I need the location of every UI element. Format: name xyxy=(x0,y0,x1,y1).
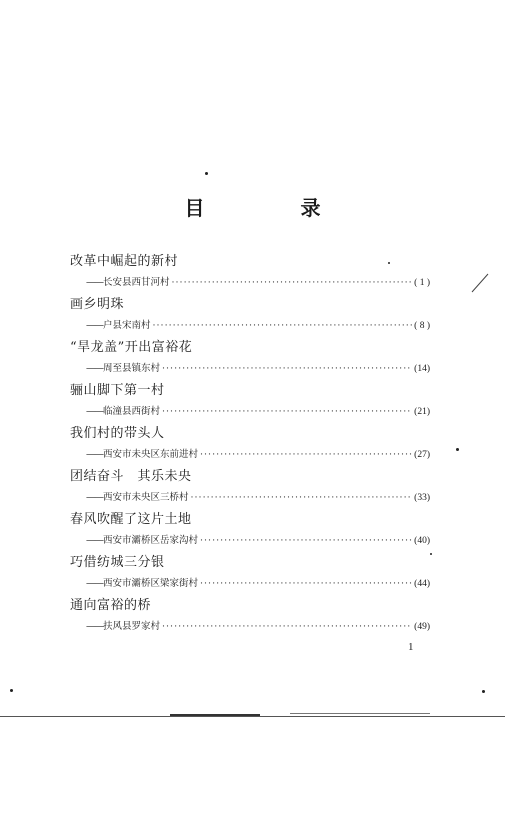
toc-entry-subtitle: 临潼县西街村 xyxy=(103,406,161,417)
toc-page-number: (49) xyxy=(414,622,430,632)
em-dash: —— xyxy=(86,535,103,546)
toc-entry-subtitle: 长安县西甘河村 xyxy=(103,277,170,288)
toc-page-number: (14) xyxy=(414,364,430,374)
toc-entry-subtitle-line xyxy=(86,618,430,632)
toc-entry-subtitle: 户县宋南村 xyxy=(103,320,151,331)
toc-entry-subtitle-line xyxy=(86,317,430,331)
page-number: 1 xyxy=(408,641,414,653)
toc-entry-title: 改革中崛起的新村 xyxy=(70,254,179,269)
dot-leader xyxy=(200,449,412,460)
toc-entry[interactable] xyxy=(70,461,430,504)
toc-page-number: ( 8 ) xyxy=(414,321,430,331)
toc-entry-subtitle-line xyxy=(86,274,430,288)
toc-entry-title: 团结奋斗 其乐未央 xyxy=(70,469,192,484)
toc-entry-title: 春风吹醒了这片土地 xyxy=(70,512,192,527)
speck xyxy=(205,172,208,175)
toc-entry-subtitle-line xyxy=(86,403,430,417)
em-dash: —— xyxy=(86,277,103,288)
toc-entry-subtitle-line xyxy=(86,489,430,503)
em-dash: —— xyxy=(86,578,103,589)
dot-leader xyxy=(191,492,413,503)
em-dash: —— xyxy=(86,492,103,503)
toc-entry-subtitle: 西安市未央区东前进村 xyxy=(103,449,199,460)
toc-page-number: ( 1 ) xyxy=(414,278,430,288)
toc-entry[interactable] xyxy=(70,375,430,418)
table-of-contents xyxy=(70,246,430,633)
dot-leader xyxy=(200,535,412,546)
dot-leader xyxy=(162,363,412,374)
toc-entry-subtitle-line xyxy=(86,575,430,589)
toc-entry-subtitle-line xyxy=(86,360,430,374)
scan-edge-line xyxy=(0,716,505,717)
toc-entry[interactable] xyxy=(70,504,430,547)
toc-entry-title: 通向富裕的桥 xyxy=(70,598,152,613)
toc-entry-title: 画乡明珠 xyxy=(70,297,125,312)
toc-entry[interactable] xyxy=(70,547,430,590)
toc-entry[interactable] xyxy=(70,418,430,461)
toc-page-number: (21) xyxy=(414,407,430,417)
scan-edge-line xyxy=(170,714,260,716)
dot-leader xyxy=(200,578,412,589)
pen-mark xyxy=(470,272,490,294)
dot-leader xyxy=(172,277,413,288)
toc-page-number: (33) xyxy=(414,493,430,503)
toc-page-number: (27) xyxy=(414,450,430,460)
em-dash: —— xyxy=(86,621,103,632)
dot-leader xyxy=(162,621,412,632)
toc-entry-subtitle: 西安市未央区三桥村 xyxy=(103,492,189,503)
toc-entry[interactable] xyxy=(70,590,430,633)
em-dash: —— xyxy=(86,449,103,460)
em-dash: —— xyxy=(86,363,103,374)
em-dash: —— xyxy=(86,406,103,417)
toc-entry-subtitle-line xyxy=(86,446,430,460)
speck xyxy=(388,262,390,264)
speck xyxy=(430,553,432,555)
toc-entry-title: “旱龙盖”开出富裕花 xyxy=(70,340,193,355)
toc-page-number: (40) xyxy=(414,536,430,546)
speck xyxy=(456,448,459,451)
speck xyxy=(482,690,485,693)
toc-entry-subtitle: 西安市灞桥区岳家沟村 xyxy=(103,535,199,546)
toc-entry[interactable] xyxy=(70,246,430,289)
toc-entry-title: 巧借纺城三分银 xyxy=(70,555,165,570)
dot-leader xyxy=(162,406,412,417)
page-title: 目 录 xyxy=(184,196,359,220)
toc-page-number: (44) xyxy=(414,579,430,589)
toc-entry-subtitle: 西安市灞桥区梁家街村 xyxy=(103,578,199,589)
toc-entry[interactable] xyxy=(70,289,430,332)
toc-entry[interactable] xyxy=(70,332,430,375)
dot-leader xyxy=(153,320,413,331)
speck xyxy=(10,689,13,692)
toc-entry-title: 骊山脚下第一村 xyxy=(70,383,165,398)
toc-entry-subtitle: 扶风县罗家村 xyxy=(103,621,161,632)
toc-entry-subtitle-line xyxy=(86,532,430,546)
toc-entry-subtitle: 周至县镇东村 xyxy=(103,363,161,374)
em-dash: —— xyxy=(86,320,103,331)
scan-edge-line xyxy=(290,713,430,714)
toc-entry-title: 我们村的带头人 xyxy=(70,426,165,441)
